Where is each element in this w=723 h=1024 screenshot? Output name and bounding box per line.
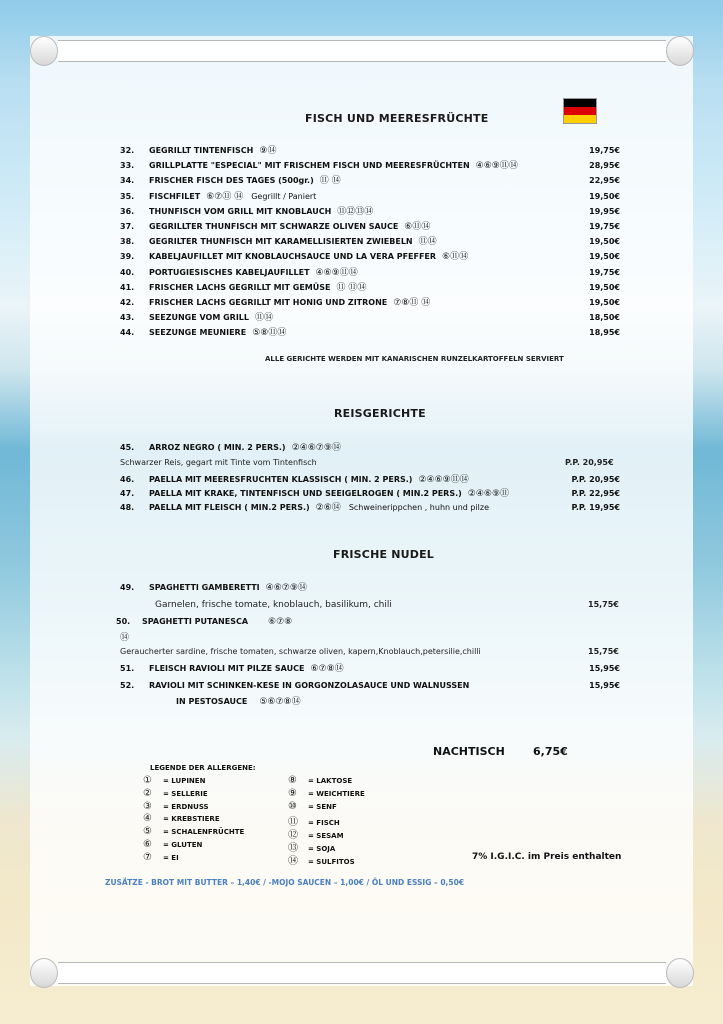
legend-item bbox=[143, 788, 208, 799]
item-price: 22,95€ bbox=[589, 176, 620, 186]
allergen-number-icon: ⑭ bbox=[288, 855, 298, 867]
item-number: 40. bbox=[120, 267, 135, 277]
legend-item bbox=[288, 852, 355, 867]
item-number: 43. bbox=[120, 313, 135, 323]
legend-text: = SULFITOS bbox=[308, 857, 355, 866]
item-name bbox=[149, 159, 518, 173]
menu-item bbox=[118, 326, 620, 340]
legend-text: = SELLERIE bbox=[163, 789, 208, 798]
menu-item bbox=[118, 144, 620, 158]
item-name-text: PORTUGIESISCHES KABELJAUFILLET bbox=[149, 267, 310, 277]
item-price: 19,50€ bbox=[589, 191, 620, 201]
reis-description: Schwarzer Reis, gegart mit Tinte vom Tintenfisch bbox=[120, 458, 317, 467]
allergen-codes: ⑪⑫⑬⑭ bbox=[337, 206, 374, 217]
scroll-curl-left bbox=[30, 958, 58, 988]
legend-text: = SOJA bbox=[308, 845, 336, 853]
item-number: 38. bbox=[120, 237, 135, 247]
menu-item bbox=[118, 235, 620, 249]
item-number: 46. bbox=[120, 475, 135, 484]
allergen-codes: ②⑥⑭ bbox=[315, 503, 341, 513]
item-price: 15,95€ bbox=[589, 664, 620, 673]
reis-description-price: P.P. 20,95€ bbox=[565, 458, 614, 467]
menu-item bbox=[118, 296, 620, 310]
item-extra: Schweinerippchen , huhn und pilze bbox=[348, 503, 490, 512]
item-name bbox=[149, 441, 341, 455]
allergen-codes: ④⑥⑦⑨⑭ bbox=[265, 583, 307, 593]
item-name bbox=[149, 250, 468, 264]
allergen-number-icon: ⑤ bbox=[143, 826, 152, 838]
legend-item bbox=[288, 788, 365, 799]
menu-item-52 bbox=[118, 679, 620, 693]
menu-item bbox=[118, 174, 620, 188]
section-title-fisch: FISCH UND MEERESFRÜCHTE bbox=[305, 112, 489, 125]
allergen-codes: ⑪⑭ bbox=[255, 313, 274, 324]
item-name bbox=[149, 473, 469, 487]
menu-item bbox=[118, 159, 620, 173]
allergen-codes: ⑥⑦⑧⑭ bbox=[310, 664, 344, 674]
item-name-text: GEGRILLTER THUNFISCH MIT SCHWARZE OLIVEN SAUCE bbox=[149, 222, 399, 231]
item-name-text: PAELLA MIT MEERESFRUCHTEN KLASSISCH ( MIN. 2 PERS.) bbox=[149, 475, 413, 484]
legend-item bbox=[288, 775, 352, 786]
legend-text: = KREBSTIERE bbox=[163, 815, 220, 824]
legend-item bbox=[143, 852, 179, 863]
item-number: 44. bbox=[120, 328, 135, 338]
item-number: 36. bbox=[120, 206, 135, 216]
legend-item bbox=[143, 813, 220, 824]
item-name-text: FRISCHER LACHS GEGRILLT MIT HONIG UND ZITRONE bbox=[149, 298, 388, 307]
legend-item bbox=[143, 775, 205, 786]
menu-item-51 bbox=[118, 662, 620, 676]
item-price: 19,50€ bbox=[589, 252, 620, 262]
item-name bbox=[149, 662, 344, 676]
legend-item bbox=[143, 801, 209, 812]
menu-item bbox=[118, 266, 620, 280]
item-name-text: SEEZUNGE MEUNIERE bbox=[149, 328, 247, 338]
item-price: 19,50€ bbox=[589, 282, 620, 292]
item-50-description: Geraucherter sardine, frische tomaten, schwarze oliven, kapern,Knoblauch,petersilie,chilli bbox=[120, 647, 481, 656]
item-name-text: IN PESTOSAUCE bbox=[176, 697, 248, 706]
allergen-number-icon: ⑨ bbox=[288, 787, 297, 799]
allergen-codes: ⑨⑭ bbox=[259, 146, 277, 156]
legend-text: = ERDNUSS bbox=[163, 802, 209, 811]
item-name-text: ARROZ NEGRO ( MIN. 2 PERS.) bbox=[149, 443, 286, 452]
allergen-codes: ⑪ ⑭ bbox=[319, 176, 341, 187]
section-title-reis: REISGERICHTE bbox=[334, 407, 426, 420]
item-number: 39. bbox=[120, 252, 135, 262]
menu-item bbox=[118, 205, 620, 219]
item-name-text: GEGRILLT TINTENFISCH bbox=[149, 146, 254, 155]
menu-item bbox=[118, 501, 620, 515]
allergen-number-icon: ⑦ bbox=[143, 851, 152, 863]
item-49-description: Garnelen, frische tomate, knoblauch, basilikum, chili bbox=[155, 600, 392, 610]
item-price: 19,75€ bbox=[589, 146, 620, 155]
item-number: 45. bbox=[120, 443, 135, 452]
legend-item bbox=[143, 826, 244, 837]
item-price: 19,75€ bbox=[589, 267, 620, 277]
item-number: 32. bbox=[120, 146, 135, 155]
legend-text: = EI bbox=[163, 853, 179, 862]
item-name bbox=[142, 615, 292, 629]
item-name bbox=[149, 487, 509, 501]
allergen-number-icon: ⑬ bbox=[288, 843, 298, 854]
legend-text: = LUPINEN bbox=[163, 777, 206, 785]
item-price: 28,95€ bbox=[589, 161, 620, 171]
legend-text: = FISCH bbox=[308, 819, 340, 828]
item-49-price: 15,75€ bbox=[588, 600, 619, 609]
menu-item bbox=[118, 190, 620, 204]
item-number: 47. bbox=[120, 489, 135, 498]
item-name-text: SPAGHETTI PUTANESCA bbox=[142, 617, 249, 626]
item-name-text: GEGRILTER THUNFISCH MIT KARAMELLISIERTEN ZWIEBELN bbox=[149, 237, 413, 247]
item-name bbox=[149, 190, 316, 204]
menu-item bbox=[118, 473, 620, 487]
item-number: 41. bbox=[120, 282, 135, 292]
item-name-text: SPAGHETTI GAMBERETTI bbox=[149, 583, 260, 592]
item-name: RAVIOLI MIT SCHINKEN-KESE IN GORGONZOLASAUCE UND WALNUSSEN bbox=[149, 681, 470, 690]
item-name-text: GRILLPLATTE "ESPECIAL" MIT FRISCHEM FISCH UND MEERESFRÜCHTEN bbox=[149, 161, 470, 171]
item-50-price: 15,75€ bbox=[588, 647, 619, 656]
item-number: 52. bbox=[120, 681, 135, 690]
item-price: 18,50€ bbox=[589, 313, 620, 323]
item-name-text: THUNFISCH VOM GRILL MIT KNOBLAUCH bbox=[149, 206, 332, 216]
item-name bbox=[149, 501, 489, 515]
allergen-number-icon: ② bbox=[143, 787, 152, 799]
menu-item bbox=[118, 311, 620, 325]
item-price: P.P. 22,95€ bbox=[571, 489, 620, 498]
tax-note: 7% I.G.I.C. im Preis enthalten bbox=[472, 852, 622, 862]
item-name-text: FRISCHER LACHS GEGRILLT MIT GEMÜSE bbox=[149, 282, 331, 292]
item-name bbox=[149, 296, 430, 310]
dessert-price: 6,75€ bbox=[533, 745, 568, 758]
allergen-number-icon: ⑪ bbox=[288, 817, 298, 829]
top-scroll-decoration bbox=[58, 40, 666, 62]
item-name bbox=[176, 695, 301, 709]
menu-item-49 bbox=[118, 581, 620, 595]
item-price: 19,95€ bbox=[589, 206, 620, 216]
item-name-text: KABELJAUFILLET MIT KNOBLAUCHSAUCE UND LA VERA PFEFFER bbox=[149, 252, 437, 262]
item-price: 18,95€ bbox=[589, 328, 620, 338]
legend-title: LEGENDE DER ALLERGENE: bbox=[150, 764, 256, 772]
item-price: P.P. 19,95€ bbox=[571, 503, 620, 512]
allergen-codes: ⑥⑦⑪ ⑭ bbox=[206, 191, 244, 202]
item-name bbox=[149, 220, 430, 234]
allergen-codes: ②④⑥⑨⑪⑭ bbox=[418, 475, 469, 485]
bottom-scroll-decoration bbox=[58, 962, 666, 984]
allergen-number-icon: ⑧ bbox=[288, 775, 297, 786]
allergen-number-icon: ③ bbox=[143, 800, 152, 812]
section-title-nudel: FRISCHE NUDEL bbox=[333, 548, 435, 561]
item-name-text: PAELLA MIT KRAKE, TINTENFISCH UND SEEIGELROGEN ( MIN.2 PERS.) bbox=[149, 489, 462, 498]
allergen-codes: ⑦⑧⑪ ⑭ bbox=[393, 298, 431, 308]
legend-text: = SCHALENFRÜCHTE bbox=[163, 828, 245, 837]
allergen-codes: ⑥⑦⑧ bbox=[268, 617, 293, 627]
allergen-number-icon: ④ bbox=[143, 813, 152, 825]
item-number: 48. bbox=[120, 503, 135, 512]
scroll-curl-right bbox=[666, 958, 694, 988]
legend-text: = GLUTEN bbox=[163, 841, 203, 849]
allergen-codes: ④⑥⑨⑪⑭ bbox=[315, 267, 358, 278]
allergen-number-icon: ⑩ bbox=[288, 800, 297, 812]
allergen-codes: ④⑥⑨⑪⑭ bbox=[475, 161, 518, 172]
menu-item bbox=[118, 281, 620, 295]
legend-text: = SESAM bbox=[308, 832, 344, 841]
item-price: 15,95€ bbox=[589, 681, 620, 690]
scroll-curl-right bbox=[666, 36, 694, 66]
item-name-text: FLEISCH RAVIOLI MIT PILZE SAUCE bbox=[149, 664, 305, 673]
item-name-text: FISCHFILET bbox=[149, 191, 201, 201]
allergen-number-icon: ⑫ bbox=[288, 830, 298, 842]
allergen-number-icon: ① bbox=[143, 775, 152, 786]
item-number: 42. bbox=[120, 298, 135, 307]
item-name bbox=[149, 326, 286, 340]
item-price: 19,75€ bbox=[589, 222, 620, 231]
item-name-text: PAELLA MIT FLEISCH ( MIN.2 PERS.) bbox=[149, 503, 310, 512]
allergen-codes: ⑤⑥⑦⑧⑭ bbox=[259, 697, 301, 707]
legend-text: = WEICHTIERE bbox=[308, 789, 365, 798]
legend-item bbox=[143, 839, 202, 850]
item-number: 49. bbox=[120, 583, 135, 592]
item-number: 37. bbox=[120, 222, 135, 231]
menu-item bbox=[118, 220, 620, 234]
legend-text: = LAKTOSE bbox=[308, 777, 353, 785]
allergen-codes: ⑪ ⑪⑭ bbox=[336, 282, 367, 293]
item-number: 51. bbox=[120, 664, 135, 673]
item-name-text: FRISCHER FISCH DES TAGES (500gr.) bbox=[149, 176, 314, 186]
menu-item bbox=[118, 250, 620, 264]
item-name-text: SEEZUNGE VOM GRILL bbox=[149, 313, 249, 323]
item-name bbox=[149, 205, 373, 219]
menu-item-50 bbox=[114, 615, 616, 629]
item-50-allergen-line2: ⑭ bbox=[120, 633, 130, 643]
allergen-codes: ②④⑥⑨⑪ bbox=[467, 489, 510, 499]
item-name bbox=[149, 174, 341, 188]
item-number: 33. bbox=[120, 161, 135, 171]
scroll-curl-left bbox=[30, 36, 58, 66]
item-price: 19,50€ bbox=[589, 298, 620, 307]
allergen-codes: ⑤⑧⑪⑭ bbox=[252, 328, 287, 339]
fisch-note: ALLE GERICHTE WERDEN MIT KANARISCHEN RUNZELKARTOFFELN SERVIERT bbox=[265, 355, 564, 363]
menu-item-52-line2 bbox=[176, 695, 376, 709]
legend-text: = SENF bbox=[308, 802, 337, 811]
dessert-label: NACHTISCH bbox=[433, 745, 505, 758]
allergen-number-icon: ⑥ bbox=[143, 839, 152, 850]
item-name bbox=[149, 144, 276, 158]
allergen-codes: ②④⑥⑦⑨⑭ bbox=[291, 443, 341, 453]
item-number: 34. bbox=[120, 176, 135, 186]
allergen-codes: ⑥⑪⑭ bbox=[442, 252, 469, 263]
item-number: 35. bbox=[120, 191, 135, 201]
item-name bbox=[149, 311, 273, 325]
item-name bbox=[149, 266, 358, 280]
allergen-codes: ⑪⑭ bbox=[418, 237, 437, 248]
german-flag-icon[interactable] bbox=[563, 98, 597, 124]
menu-item bbox=[118, 487, 620, 501]
allergen-codes: ⑥⑪⑭ bbox=[404, 222, 431, 232]
legend-item bbox=[288, 801, 337, 812]
item-extra: Gegrillt / Paniert bbox=[251, 191, 317, 201]
menu-item bbox=[118, 441, 620, 455]
item-name bbox=[149, 281, 366, 295]
item-name bbox=[149, 235, 437, 249]
item-number: 50. bbox=[116, 617, 131, 626]
item-price: P.P. 20,95€ bbox=[571, 475, 620, 484]
item-name bbox=[149, 581, 307, 595]
item-price: 19,50€ bbox=[589, 237, 620, 247]
extras-line: ZUSÄTZE - BROT MIT BUTTER – 1,40€ / -MOJO SAUCEN – 1,00€ / ÖL UND ESSIG – 0,50€ bbox=[105, 878, 465, 887]
